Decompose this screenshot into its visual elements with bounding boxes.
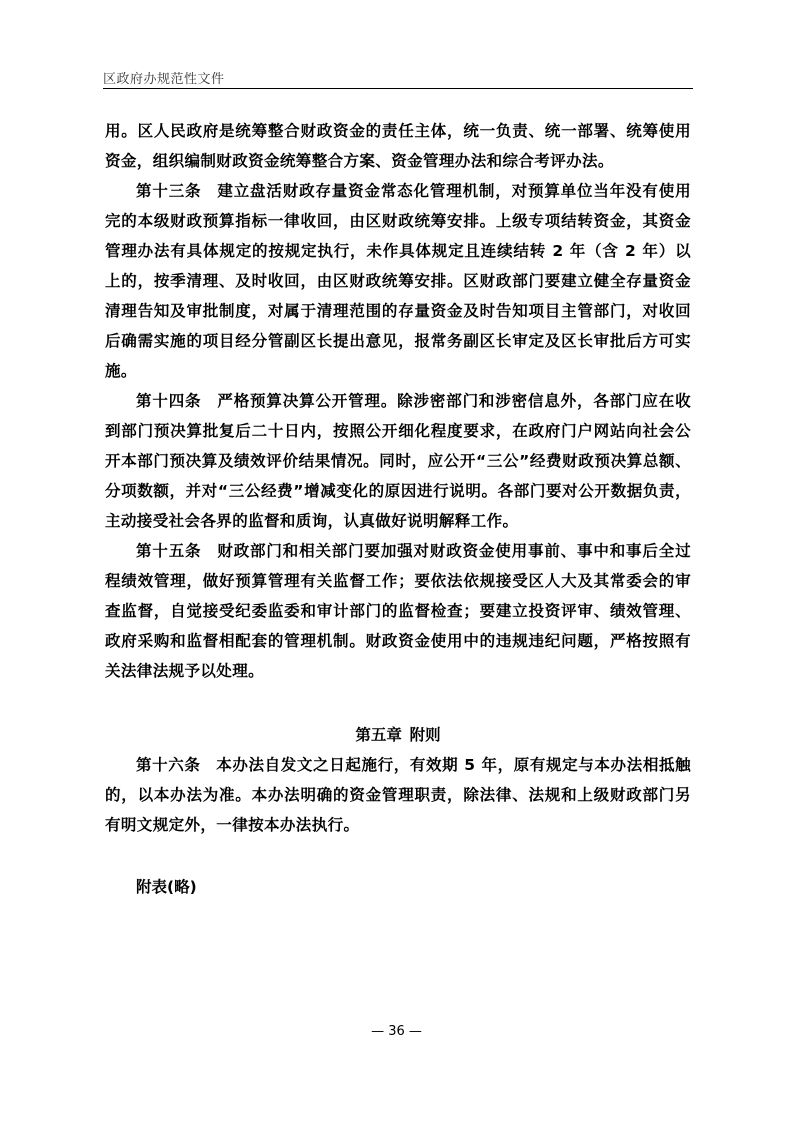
article-15 [105, 536, 691, 686]
document-body [105, 116, 691, 902]
appendix-note: 附表(略) [136, 878, 197, 896]
page-header [103, 66, 693, 89]
chapter-number: 第五章 [355, 726, 402, 744]
header-title: 区政府办规范性文件 [103, 72, 225, 87]
chapter-heading [105, 720, 691, 750]
article-text: 建立盘活财政存量资金常态化管理机制，对预算单位当年没有使用完的本级财政预算指标一律收回，由区财政统筹安排。上级专项结转资金，其资金管理办法有具体规定的按规定执行，未作具体规定且连续结转 2 年（含 2 年）以上的，按季清理、及时收回，由区财政统筹安排。区财政部门要建立健全存量资金清理告知及审批制度，对属于清理范围的存量资金及时告知项目主管部门，对收回后确需实施的项目经分管副区长提出意见，报常务副区长审定及区长审批后方可实施。 [105, 182, 691, 380]
article-16 [105, 750, 691, 840]
page-number: — 36 — [371, 1024, 422, 1039]
article-13 [105, 176, 691, 386]
article-14 [105, 386, 691, 536]
article-number: 第十六条 [136, 756, 201, 774]
article-text: 本办法自发文之日起施行，有效期 5 年，原有规定与本办法相抵触的，以本办法为准。本办法明确的资金管理职责，除法律、法规和上级财政部门另有明文规定外，一律按本办法执行。 [105, 756, 691, 834]
article-text: 财政部门和相关部门要加强对财政资金使用事前、事中和事后全过程绩效管理，做好预算管理有关监督工作；要依法依规接受区人大及其常委会的审查监督，自觉接受纪委监委和审计部门的监督检查；要建立投资评审、绩效管理、政府采购和监督相配套的管理机制。财政资金使用中的违规违纪问题，严格按照有关法律法规予以处理。 [105, 542, 691, 680]
continued-paragraph: 用。区人民政府是统筹整合财政资金的责任主体，统一负责、统一部署、统筹使用资金，组织编制财政资金统筹整合方案、资金管理办法和综合考评办法。 [105, 122, 691, 170]
article-number: 第十四条 [136, 392, 202, 410]
article-text: 严格预算决算公开管理。除涉密部门和涉密信息外，各部门应在收到部门预决算批复后二十日内，按照公开细化程度要求，在政府门户网站向社会公开本部门预决算及绩效评价结果情况。同时，应公开“三公”经费财政预决算总额、分项数额，并对“三公经费”增减变化的原因进行说明。各部门要对公开数据负责，主动接受社会各界的监督和质询，认真做好说明解释工作。 [105, 392, 691, 530]
article-number: 第十三条 [136, 182, 202, 200]
chapter-title: 附则 [409, 726, 441, 744]
article-number: 第十五条 [136, 542, 202, 560]
